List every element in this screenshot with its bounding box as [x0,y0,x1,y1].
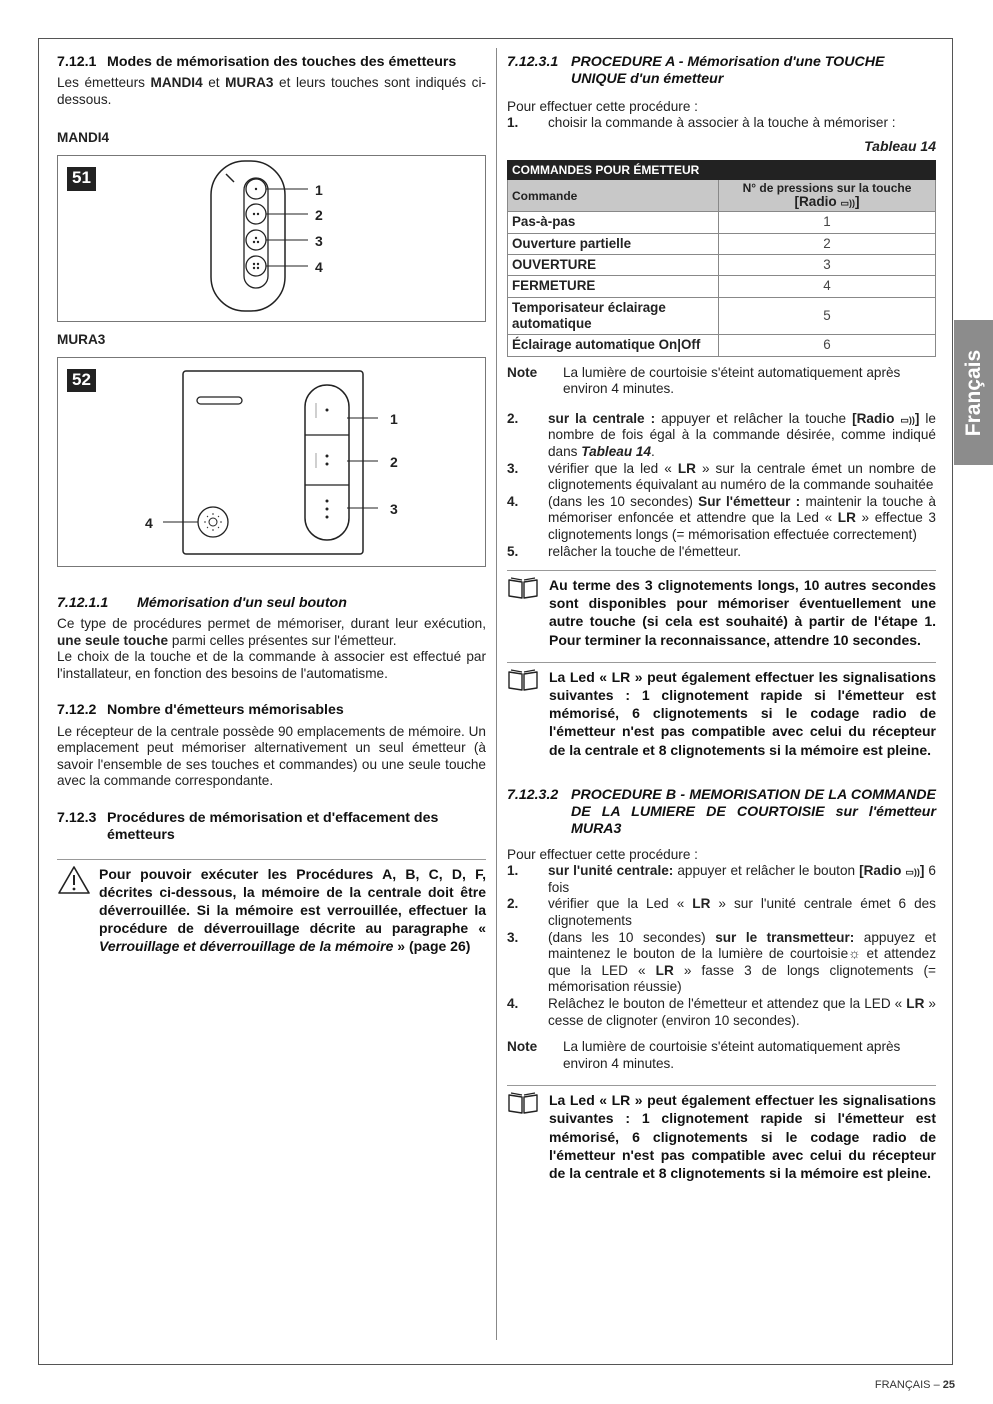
table-caption: Tableau 14 [864,137,936,154]
info-text: Au terme des 3 clignotements longs, 10 autres secondes sont disponibles pour mémoriser éventuellement une autre touche (si cela est souhaité) à partir de l'étape 1. Pour terminer la reconnaissance, attendre 10 secondes. [549,577,936,648]
callout-3: 3 [315,233,323,250]
procedure-b-steps [507,863,936,1029]
warning-block [57,859,486,956]
radio-icon: ▭)) [905,867,920,878]
radio-icon: ▭)) [900,414,915,425]
section-title: PROCEDURE A - Mémorisation d'une TOUCHE UNIQUE d'un émetteur [571,54,885,88]
info-block [507,662,936,759]
book-icon [507,1091,549,1182]
procedure-a-steps-continued [507,411,936,560]
table-row: Temporisateur éclairage automatique 5 [508,297,936,335]
step: 2. sur la centrale : appuyer et relâcher la touche [Radio ▭))] le nombre de fois égal à la commande désirée, comme indiqué dans Tableau 14. [507,410,936,460]
section-title: Procédures de mémorisation et d'effacement des émetteurs [107,809,439,844]
mura3-wall-switch-illustration [58,358,485,566]
paragraph: Le choix de la touche et de la commande à associer est effectué par l'installateur, en fonction des besoins de l'automatisme. [57,649,486,681]
table-row: FERMETURE 4 [508,276,936,297]
callout-2: 2 [390,453,398,470]
warning-text: Pour pouvoir exécuter les Procédures A, B, C, D, F, décrites ci-dessous, la mémoire de la centrale doit être déverrouillée. Si la mémoire est verrouillée, effectuer la procédure de déverrouillage décrite au paragraphe « Verrouillage et déverrouillage de la mémoire » (page 26) [99,865,486,955]
step: 3. (dans les 10 secondes) sur le transmetteur: appuyez et maintenez le bouton de la lumière de courtoisie☼ et attendez que la LED « LR » fasse 3 de longs clignotements (= mémorisation réussie) [507,929,936,995]
section-number: 7.12.3.1 [507,54,559,70]
radio-icon: ▭)) [840,198,856,209]
section-7-12-1-heading [57,54,486,71]
paragraph: Ce type de procédures permet de mémoriser, durant leur exécution, une seule touche parmi celles présentes sur l'émetteur. [57,615,486,648]
note: Note La lumière de courtoisie s'éteint automatiquement après environ 4 minutes. [507,364,901,397]
col-header-commande: Commande [508,180,719,212]
section-title: Mémorisation d'un seul bouton [137,594,347,611]
figure-52 [57,357,486,567]
callout-1: 1 [315,182,323,199]
callout-3: 3 [390,500,398,517]
step: 4. (dans les 10 secondes) Sur l'émetteur : maintenir la touche à mémoriser enfoncée et attendre que la Led « LR » effectue 3 clignotements longs (= mémorisation effectuée correctement) [507,493,936,542]
column-divider [496,48,497,1340]
table-row: Ouverture partielle 2 [508,233,936,254]
procedure-a-heading [507,54,936,89]
section-number: 7.12.3 [57,809,97,826]
info-text: La Led « LR » peut également effectuer les signalisations suivantes : 1 clignotement rapide si l'émetteur est mémorisé, 6 clignotements si le codage radio de l'émetteur n'est pas compatible avec celui du récepteur de la centrale et 8 clignotements si la mémoire est pleine. [549,668,936,758]
section-number: 7.12.1 [57,54,97,70]
step: 4. Relâchez le bouton de l'émetteur et attendez que la LED « LR » cesse de clignoter (environ 10 secondes). [507,995,936,1028]
step: 5. relâcher la touche de l'émetteur. [507,543,742,559]
section-title: Modes de mémorisation des touches des émetteurs [107,54,457,70]
table-title: COMMANDES POUR ÉMETTEUR [508,160,936,180]
section-number: 7.12.3.2 [507,786,559,803]
commands-table [507,160,936,357]
paragraph: Pour effectuer cette procédure : [507,846,698,862]
book-icon [507,668,549,759]
info-text: La Led « LR » peut également effectuer les signalisations suivantes : 1 clignotement rapide si l'émetteur est mémorisé, 6 clignotements si le codage radio de l'émetteur n'est pas compatible avec celui du récepteur de la centrale et 8 clignotements si la mémoire est pleine. [549,1092,936,1181]
section-7-12-3-heading [57,810,486,845]
warning-icon [57,865,99,956]
callout-4: 4 [145,514,153,531]
callout-4: 4 [315,259,323,276]
info-block [507,570,936,649]
mandi4-label: MANDI4 [57,130,110,146]
table-row: Pas-à-pas 1 [508,212,936,233]
col-header-pressions: N° de pressions sur la touche [Radio ▭))] [719,180,936,212]
mura3-label: MURA3 [57,332,106,348]
figure-number: 51 [67,167,96,191]
info-block [507,1085,936,1182]
step: 1. choisir la commande à associer à la touche à mémoriser : [507,115,896,131]
right-column [507,54,936,1182]
page-number: 25 [942,1379,955,1391]
mandi4-remote-illustration [58,156,485,321]
left-column [57,54,486,955]
figure-number: 52 [67,369,96,393]
callout-1: 1 [390,410,398,427]
procedure-b-heading [507,787,936,839]
step: 3. vérifier que la led « LR » sur la centrale émet un nombre de clignotements équivalant au numéro de la commande souhaitée [507,460,937,493]
book-icon [507,576,549,649]
paragraph: Pour effectuer cette procédure : [507,98,698,114]
paragraph: Le récepteur de la centrale possède 90 emplacements de mémoire. Un emplacement peut mémoriser alternativement un seul émetteur (à savoir l'ensemble de ses touches et commandes) ou une seule touche avec la commande correspondante. [57,723,486,789]
section-number: 7.12.1.1 [57,594,109,611]
language-side-tab [954,320,993,465]
step: 1. sur l'unité centrale: appuyer et relâcher le bouton [Radio ▭))] 6 fois [507,863,936,895]
page-footer: FRANÇAIS – 25 [874,1379,955,1391]
table-row: OUVERTURE 3 [508,255,936,276]
section-7-12-1-1-heading [57,595,486,612]
section-title: PROCEDURE B - MEMORISATION DE LA COMMANDE DE LA LUMIERE DE COURTOISIE sur l'émetteur MURA3 [571,786,936,838]
section-7-12-2-heading [57,702,486,719]
callout-2: 2 [315,207,323,224]
table-row: Éclairage automatique On|Off 6 [508,335,936,356]
figure-51 [57,155,486,322]
section-title: Nombre d'émetteurs mémorisables [107,702,344,719]
sun-icon: ☼ [848,946,861,962]
side-tab-label: Français [961,349,985,436]
procedure-a-steps [507,115,936,132]
note: Note La lumière de courtoisie s'éteint automatiquement après environ 4 minutes. [507,1039,901,1071]
intro-paragraph: Les émetteurs MANDI4 et MURA3 et leurs touches sont indiqués ci-dessous. [57,75,486,107]
step: 2. vérifier que la Led « LR » sur l'unité centrale émet 6 des clignotements [507,896,936,929]
section-number: 7.12.2 [57,702,97,719]
